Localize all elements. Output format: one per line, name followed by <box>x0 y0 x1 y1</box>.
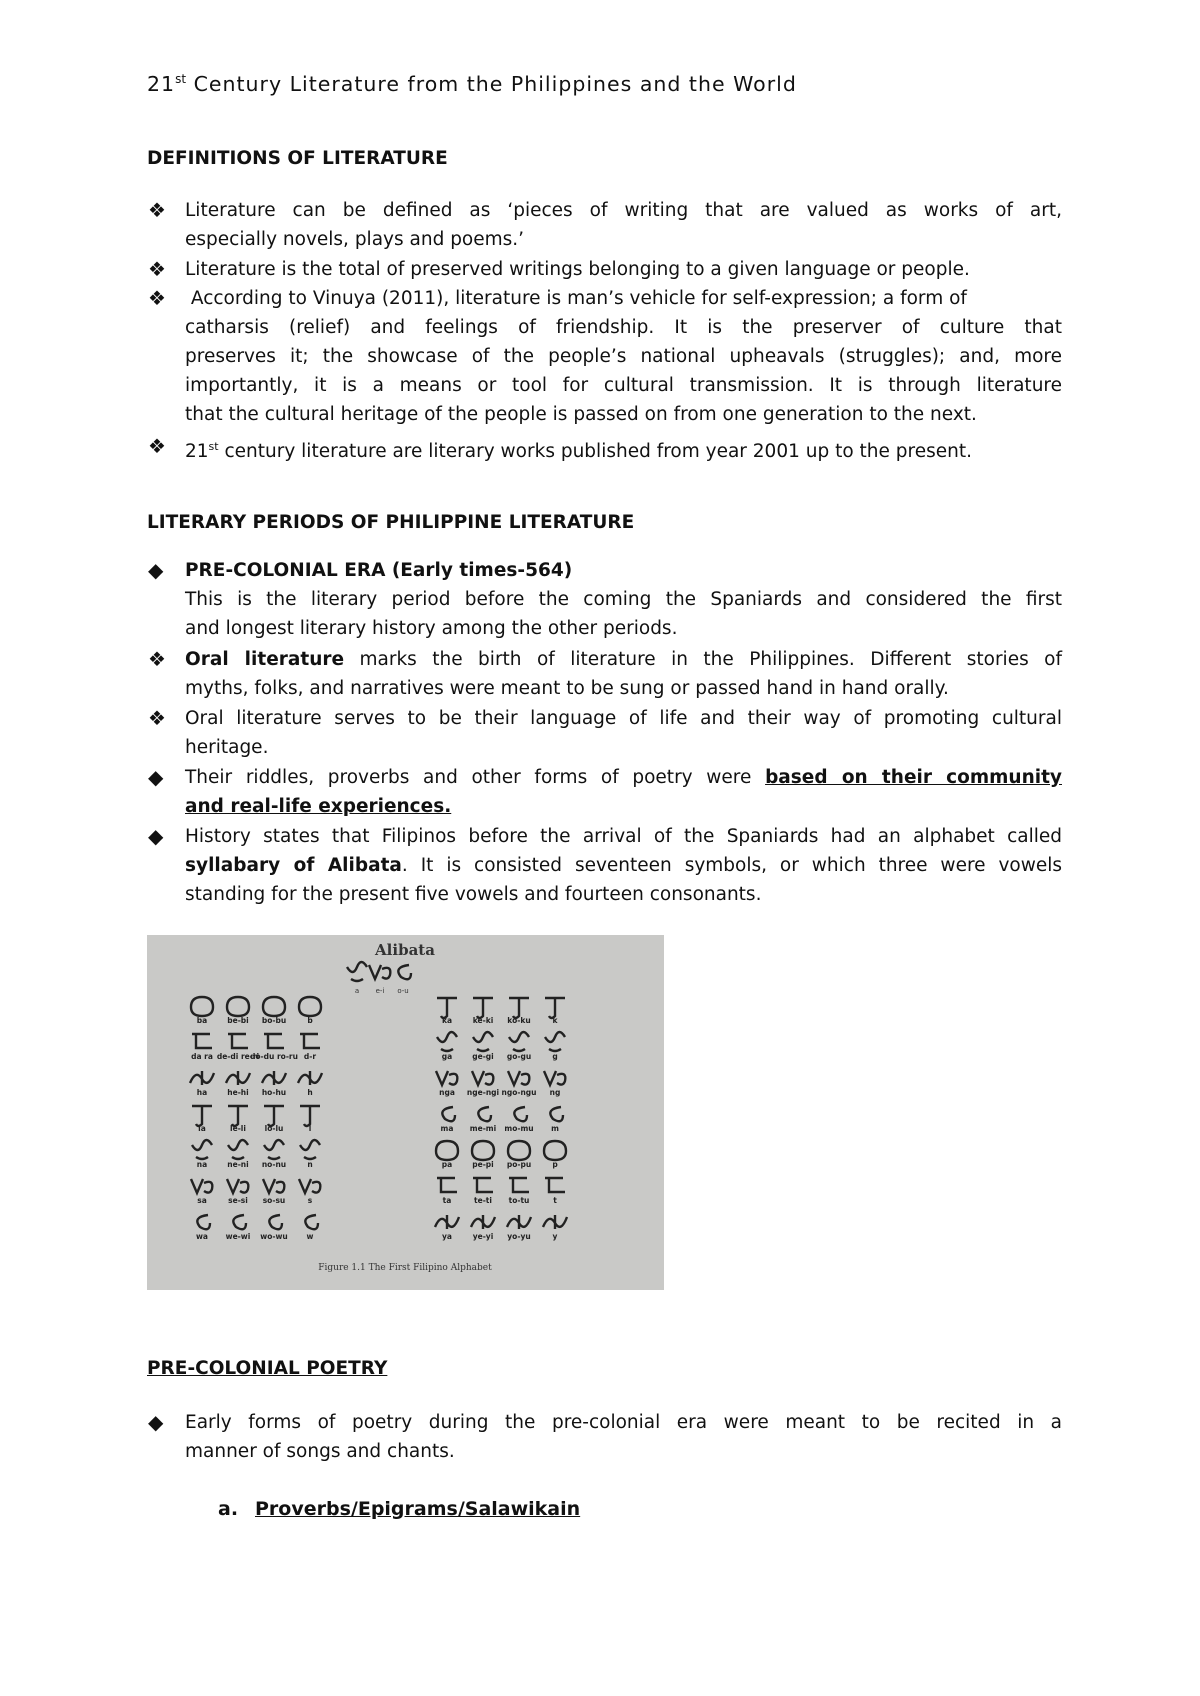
glyph-label: ng <box>549 1088 561 1097</box>
diamond-bullet-icon: ❖ <box>148 198 166 222</box>
alibata-glyph <box>264 1140 284 1159</box>
section-title-definitions: DEFINITIONS OF LITERATURE <box>147 148 448 169</box>
glyph-label: a <box>354 987 360 995</box>
alibata-glyph <box>227 1179 248 1193</box>
filled-diamond-bullet-icon: ◆ <box>148 824 164 848</box>
glyph-label: le-li <box>230 1124 246 1133</box>
glyph-label: we-wi <box>225 1232 251 1241</box>
alibata-glyph <box>508 1071 529 1085</box>
alibata-glyph <box>192 1140 212 1159</box>
glyph-label: t <box>553 1196 557 1205</box>
glyph-label: po-pu <box>506 1160 532 1169</box>
glyph-label: h <box>307 1088 313 1097</box>
glyph-label: te-ti <box>474 1196 492 1205</box>
alibata-glyph <box>228 1034 248 1048</box>
glyph-label: go-gu <box>506 1052 532 1061</box>
alibata-glyph <box>298 1071 322 1085</box>
alibata-glyph <box>263 997 285 1016</box>
glyph-label: pa <box>441 1160 453 1169</box>
alibata-glyph <box>190 1071 214 1085</box>
filled-diamond-bullet-icon: ◆ <box>148 765 164 789</box>
glyph-label: ha <box>196 1088 208 1097</box>
alibata-glyph <box>436 1071 457 1085</box>
section-title-precolonial-poetry: PRE-COLONIAL POETRY <box>147 1358 388 1379</box>
alibata-glyph <box>478 1107 491 1121</box>
glyph-label: o-u <box>397 987 409 995</box>
glyph-label: ga <box>441 1052 453 1061</box>
alibata-glyph <box>436 1141 458 1160</box>
glyph-label: ta <box>442 1196 452 1205</box>
alibata-chart-image <box>147 935 664 1290</box>
alibata-glyph <box>305 1215 318 1229</box>
glyph-label: d-r <box>303 1052 317 1061</box>
alibata-glyph <box>191 997 213 1016</box>
glyph-label: e-i <box>375 987 385 995</box>
alibata-glyph <box>192 1106 212 1126</box>
alibata-glyph <box>227 997 249 1016</box>
glyph-label: nga <box>439 1088 455 1097</box>
alibata-glyph <box>299 997 321 1016</box>
alibata-glyph <box>437 998 457 1018</box>
diamond-bullet-icon: ❖ <box>148 257 166 281</box>
glyph-label: so-su <box>262 1196 286 1205</box>
diamond-bullet-icon: ❖ <box>148 706 166 730</box>
subheading-proverbs: a. Proverbs/Epigrams/Salawikain <box>218 1498 581 1520</box>
alibata-glyph <box>544 1141 566 1160</box>
alibata-glyph <box>398 965 411 979</box>
glyph-label: m <box>551 1124 559 1133</box>
list-item: ❖ Oral literature marks the birth of literature in the Philippines. Different stories of myths, folks, and narratives were meant to be sung or passed hand in hand orally. <box>148 647 1062 699</box>
alibata-glyph <box>514 1107 527 1121</box>
glyph-label: b <box>307 1016 313 1025</box>
glyph-label: p <box>552 1160 558 1169</box>
alibata-glyph <box>544 1071 565 1085</box>
alibata-glyph <box>269 1215 282 1229</box>
page-header: 21st Century Literature from the Philippines and the World <box>147 72 797 96</box>
glyph-label: me-mi <box>469 1124 497 1133</box>
alibata-glyph <box>300 1034 320 1048</box>
glyph-label: he-hi <box>227 1088 249 1097</box>
glyph-label: wa <box>196 1232 208 1241</box>
alibata-glyph <box>264 1106 284 1126</box>
alibata-glyph <box>300 1140 320 1159</box>
glyph-label: be-bi <box>227 1016 249 1025</box>
glyph-label: n <box>307 1160 313 1169</box>
alibata-glyph <box>300 1106 320 1126</box>
glyph-label: ya <box>442 1232 452 1241</box>
glyph-label: mo-mu <box>504 1124 534 1133</box>
list-item: ❖ 21st century literature are literary works published from year 2001 up to the present. <box>148 434 972 463</box>
alibata-glyph <box>435 1215 459 1229</box>
figure-caption: Figure 1.1 The First Filipino Alphabet <box>318 1263 492 1273</box>
glyph-label: ko-ku <box>507 1016 531 1025</box>
alibata-glyph <box>550 1107 563 1121</box>
alibata-glyph <box>472 1071 493 1085</box>
alibata-glyph <box>299 1179 320 1193</box>
diamond-bullet-icon: ❖ <box>148 286 166 310</box>
glyph-label: y <box>552 1232 558 1241</box>
glyph-label: na <box>196 1160 208 1169</box>
glyph-label: ka <box>441 1016 453 1025</box>
glyph-label: ne-ni <box>227 1160 249 1169</box>
alibata-glyph <box>471 1215 495 1229</box>
alibata-glyph <box>473 1178 493 1192</box>
glyph-label: wo-wu <box>260 1232 288 1241</box>
alibata-glyph <box>262 1071 286 1085</box>
glyph-label: yo-yu <box>507 1232 531 1241</box>
glyph-label: ye-yi <box>472 1232 494 1241</box>
alibata-glyph <box>264 1034 284 1048</box>
list-item: ◆ History states that Filipinos before the arrival of the Spaniards had an alphabet called syllabary of Alibata. It is consisted seventeen symbols, or which three were vowels standing for the present five vowels and fourteen consonants. <box>148 824 1063 905</box>
glyph-label: s <box>307 1196 313 1205</box>
alibata-glyph <box>233 1215 246 1229</box>
glyph-label: w <box>306 1232 314 1241</box>
alibata-glyph <box>228 1106 248 1126</box>
glyph-label: do-du ro-ru <box>250 1052 298 1061</box>
alibata-glyph <box>191 1179 212 1193</box>
alibata-glyph <box>507 1215 531 1229</box>
alibata-glyph <box>347 962 367 981</box>
list-item: ❖ According to Vinuya (2011), literature is man’s vehicle for self-expression; a form of catharsis (relief) and feelings of friendship. It is the preserver of culture that preserves it; the showcase of the people’s national upheavals (struggles); and, more importantly, it is a means or tool for cultural transmission. It is through literature that the cultural heritage of the people is passed on from one generation to the next. <box>148 286 1062 425</box>
alibata-glyph <box>472 1141 494 1160</box>
glyph-label: no-nu <box>261 1160 287 1169</box>
list-item: ◆ Their riddles, proverbs and other forms of poetry were based on their community and real-life experiences. <box>148 765 1062 817</box>
glyph-label: ho-hu <box>261 1088 287 1097</box>
list-item: ❖ Literature can be defined as ‘pieces of writing that are valued as works of art, especially novels, plays and poems.’ <box>148 198 1062 250</box>
alibata-glyph <box>509 1178 529 1192</box>
figure-title: Alibata <box>375 941 435 959</box>
alibata-glyph <box>508 1141 530 1160</box>
glyph-label: g <box>552 1052 558 1061</box>
alibata-glyph <box>509 998 529 1018</box>
alibata-glyph <box>226 1071 250 1085</box>
glyph-label: ke-ki <box>472 1016 494 1025</box>
alibata-glyph <box>473 1032 493 1051</box>
alibata-glyph <box>545 1032 565 1051</box>
glyph-label: se-si <box>228 1196 248 1205</box>
glyph-label: sa <box>197 1196 207 1205</box>
list-item: ◆ PRE-COLONIAL ERA (Early times-564) This is the literary period before the coming the Spaniards and considered the first and longest literary history among the other periods. <box>148 558 1062 639</box>
alibata-glyph <box>473 998 493 1018</box>
glyph-label: ba <box>196 1016 208 1025</box>
section-title-literary-periods: LITERARY PERIODS OF PHILIPPINE LITERATURE <box>147 512 635 533</box>
glyph-label: de-di re-ri <box>216 1052 260 1061</box>
glyph-label: nge-ngi <box>466 1088 500 1097</box>
glyph-label: lo-lu <box>264 1124 284 1133</box>
alibata-glyph <box>442 1107 455 1121</box>
alibata-glyph <box>369 965 390 979</box>
alibata-drawing <box>147 935 664 1290</box>
alibata-glyph <box>437 1178 457 1192</box>
alibata-glyph <box>509 1032 529 1051</box>
diamond-bullet-icon: ❖ <box>148 647 166 671</box>
alibata-glyph <box>545 1178 565 1192</box>
list-item: ❖ Oral literature serves to be their language of life and their way of promoting cultural heritage. <box>148 706 1062 758</box>
glyph-label: la <box>198 1124 206 1133</box>
filled-diamond-bullet-icon: ◆ <box>148 558 164 582</box>
glyph-label: ma <box>440 1124 454 1133</box>
alibata-glyph <box>228 1140 248 1159</box>
glyph-label: da ra <box>191 1052 213 1061</box>
filled-diamond-bullet-icon: ◆ <box>148 1410 164 1434</box>
glyph-label: ngo-ngu <box>501 1088 537 1097</box>
diamond-bullet-icon: ❖ <box>148 434 166 458</box>
glyph-label: to-tu <box>508 1196 530 1205</box>
alibata-glyph <box>192 1034 212 1048</box>
glyph-label: pe-pi <box>472 1160 494 1169</box>
glyph-label: bo-bu <box>261 1016 287 1025</box>
alibata-glyph <box>543 1215 567 1229</box>
list-item: ◆ Early forms of poetry during the pre-colonial era were meant to be recited in a manner of songs and chants. <box>148 1410 1062 1462</box>
glyph-label: k <box>552 1016 558 1025</box>
list-item: ❖ Literature is the total of preserved writings belonging to a given language or people. <box>185 255 1062 284</box>
alibata-glyph <box>545 998 565 1018</box>
glyph-label: l <box>308 1124 312 1133</box>
glyph-label: ge-gi <box>472 1052 494 1061</box>
alibata-glyph <box>197 1215 210 1229</box>
alibata-glyph <box>263 1179 284 1193</box>
alibata-glyph <box>437 1032 457 1051</box>
